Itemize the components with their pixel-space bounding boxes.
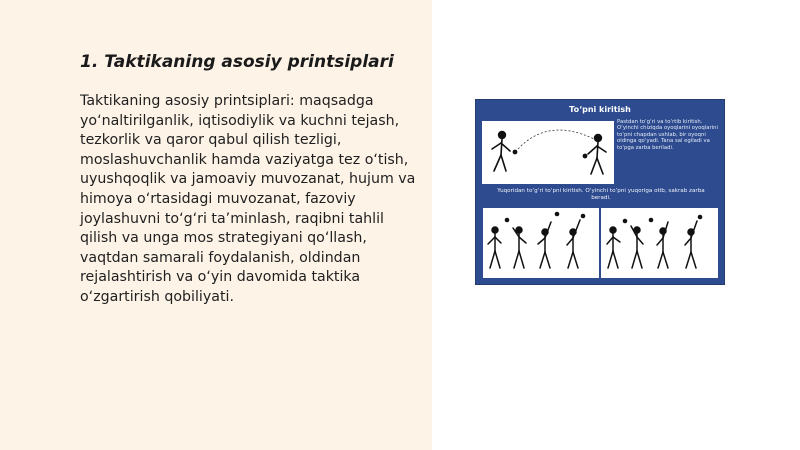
figure-panel-overhand-sequence-1 — [483, 208, 599, 278]
figure-panel-overhand-sequence-2 — [601, 208, 718, 278]
slide-title: 1. Taktikaning asosiy printsiplari — [80, 52, 394, 72]
figure-title: To‘pni kiritish — [569, 105, 631, 114]
serve-technique-illustration — [475, 99, 725, 285]
figure-caption: Yuqoridan to‘g‘ri to‘pni kiritish. O‘yinchi to‘pni yuqoriga otib, sakrab zarba beradi. — [497, 188, 705, 201]
figure-panel-underhand-serve — [482, 121, 614, 184]
slide-body-text: Taktikaning asosiy printsiplari: maqsadga yo‘naltirilganlik, iqtisodiylik va kuchni tejash, tezkorlik va qaror qabul qilish tezligi, moslashuvchanlik hamda vaziyatga tez o‘tish, uyushqoqlik va jamoaviy muvozanat, hujum va himoya o‘rtasidagi muvozanat, fazoviy joylashuvni to‘g‘ri ta’minlash, raqibni tahlil qilish va unga mos strategiyani qo‘llash, vaqtdan samarali foydalanish, oldindan rejalashtirish va o‘yin davomida taktika o‘zgartirish qobiliyati. — [80, 93, 416, 305]
figure-description: Pastdan to‘g‘ri va to‘rtib kiritish. O‘yinchi chiziqda oyoqlarini oyoqlarini to‘pni chapdan ushlab, bir oyoqni oldinga qo‘yadi. Tana sal egiladi va to‘pga zarba beriladi. — [617, 119, 718, 151]
